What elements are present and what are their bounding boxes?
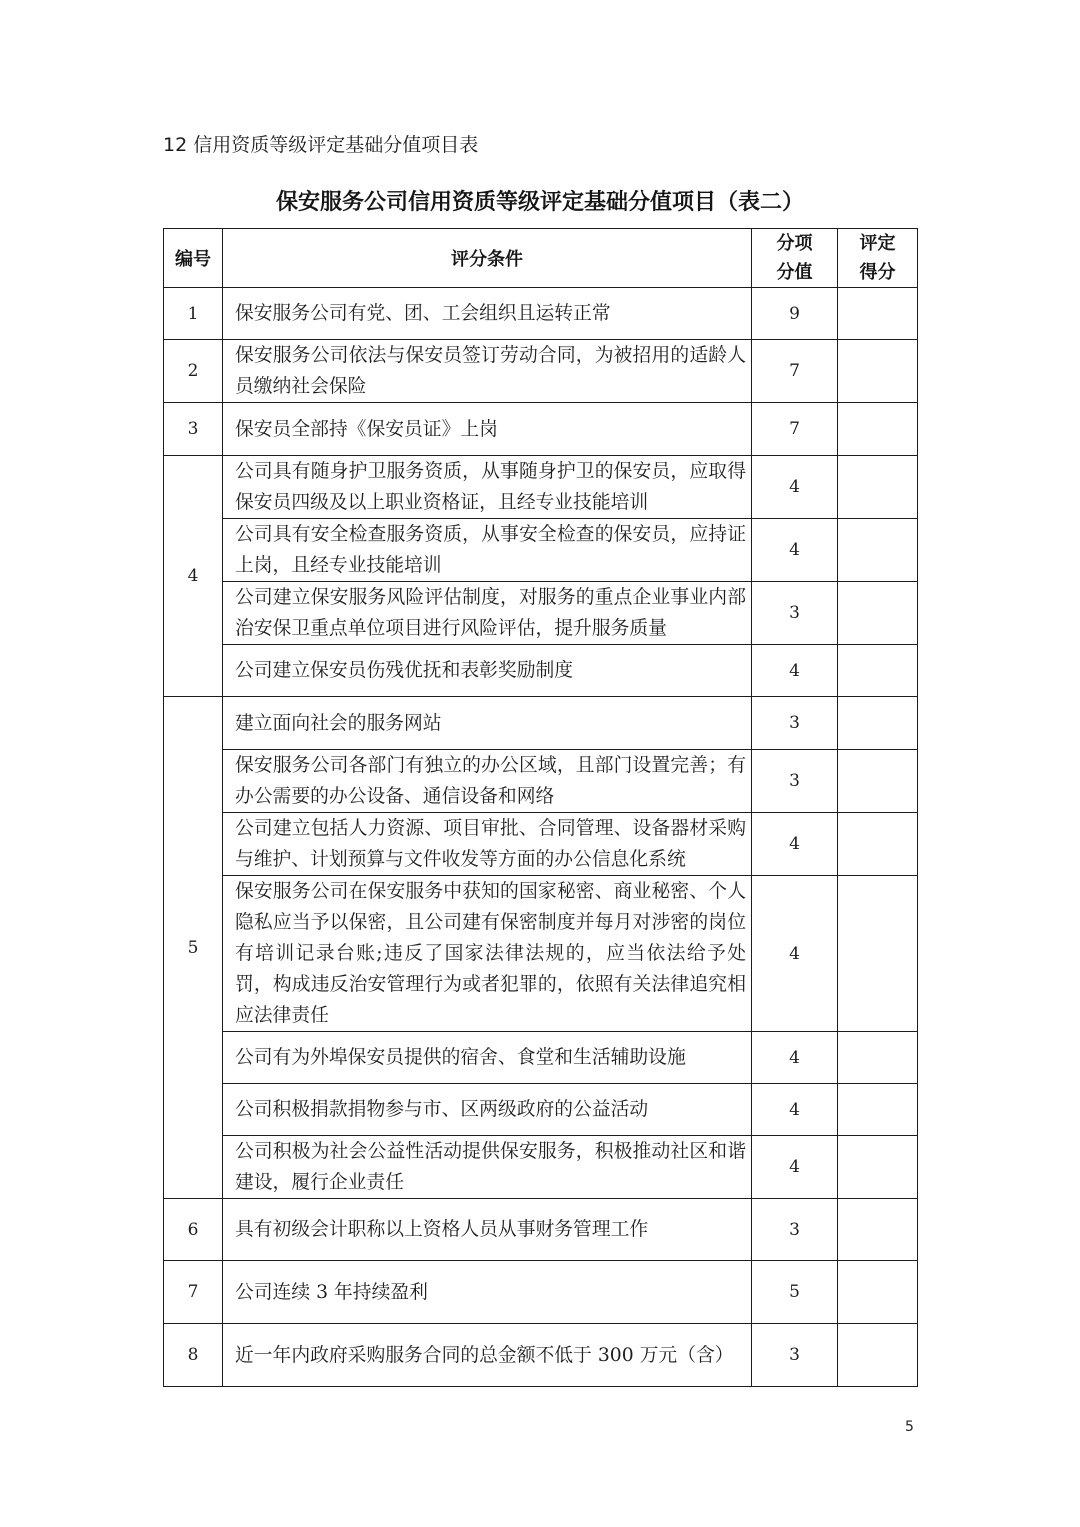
table-row (164, 519, 918, 582)
table-row (164, 1261, 918, 1324)
table-header-row (164, 229, 918, 288)
table-row (164, 456, 918, 519)
item-number: 6 (164, 1199, 223, 1261)
item-rating (838, 456, 918, 519)
header-score-line1: 分项 (776, 233, 813, 254)
item-score: 4 (752, 519, 838, 582)
item-condition: 保安服务公司有党、团、工会组织且运转正常 (223, 288, 752, 340)
item-rating (838, 697, 918, 750)
item-rating (838, 288, 918, 340)
section-heading: 12 信用资质等级评定基础分值项目表 (163, 134, 479, 156)
item-score: 7 (752, 340, 838, 403)
item-condition: 公司有为外埠保安员提供的宿舍、食堂和生活辅助设施 (223, 1032, 752, 1084)
table-row (164, 1324, 918, 1387)
item-condition: 具有初级会计职称以上资格人员从事财务管理工作 (223, 1199, 752, 1261)
item-number: 1 (164, 288, 223, 340)
item-rating (838, 1032, 918, 1084)
item-condition: 保安服务公司在保安服务中获知的国家秘密、商业秘密、个人隐私应当予以保密，且公司建有保密制度并每月对涉密的岗位有培训记录台账;违反了国家法律法规的，应当依法给予处罚，构成违反治安管理行为或者犯罪的，依照有关法律追究相应法律责任 (223, 876, 752, 1032)
header-condition: 评分条件 (223, 229, 752, 288)
item-condition: 公司建立包括人力资源、项目审批、合同管理、设备器材采购与维护、计划预算与文件收发等方面的办公信息化系统 (223, 813, 752, 876)
item-score: 4 (752, 813, 838, 876)
header-score-line2: 分值 (776, 262, 813, 283)
table-row (164, 750, 918, 813)
item-score: 4 (752, 876, 838, 1032)
item-score: 4 (752, 1084, 838, 1136)
table-row (164, 1032, 918, 1084)
item-rating (838, 1084, 918, 1136)
header-rating (838, 229, 918, 288)
item-condition: 公司积极为社会公益性活动提供保安服务，积极推动社区和谐建设，履行企业责任 (223, 1136, 752, 1199)
item-rating (838, 403, 918, 456)
item-condition: 近一年内政府采购服务合同的总金额不低于 300 万元（含） (223, 1324, 752, 1387)
item-number: 2 (164, 340, 223, 403)
item-condition: 公司具有安全检查服务资质，从事安全检查的保安员，应持证上岗，且经专业技能培训 (223, 519, 752, 582)
item-condition: 公司具有随身护卫服务资质，从事随身护卫的保安员，应取得保安员四级及以上职业资格证，且经专业技能培训 (223, 456, 752, 519)
header-number: 编号 (164, 229, 223, 288)
score-table (163, 228, 918, 1387)
item-rating (838, 1136, 918, 1199)
item-rating (838, 813, 918, 876)
item-score: 3 (752, 1324, 838, 1387)
table-row (164, 340, 918, 403)
item-condition: 保安服务公司各部门有独立的办公区域，且部门设置完善；有办公需要的办公设备、通信设备和网络 (223, 750, 752, 813)
table-row (164, 697, 918, 750)
item-condition: 公司建立保安员伤残优抚和表彰奖励制度 (223, 645, 752, 697)
item-score: 3 (752, 582, 838, 645)
item-number: 8 (164, 1324, 223, 1387)
item-condition: 建立面向社会的服务网站 (223, 697, 752, 750)
item-rating (838, 1261, 918, 1324)
table-row (164, 1199, 918, 1261)
table-row (164, 288, 918, 340)
item-rating (838, 519, 918, 582)
item-number: 3 (164, 403, 223, 456)
table-row (164, 876, 918, 1032)
item-score: 3 (752, 1199, 838, 1261)
header-rating-line2: 得分 (859, 262, 896, 283)
table-row (164, 403, 918, 456)
item-rating (838, 1199, 918, 1261)
table-row (164, 645, 918, 697)
table-row (164, 582, 918, 645)
item-condition: 公司建立保安服务风险评估制度，对服务的重点企业事业内部治安保卫重点单位项目进行风险评估，提升服务质量 (223, 582, 752, 645)
item-score: 4 (752, 1032, 838, 1084)
item-number: 7 (164, 1261, 223, 1324)
item-score: 7 (752, 403, 838, 456)
item-score: 3 (752, 750, 838, 813)
item-condition: 公司积极捐款捐物参与市、区两级政府的公益活动 (223, 1084, 752, 1136)
item-rating (838, 645, 918, 697)
item-rating (838, 582, 918, 645)
item-condition: 保安员全部持《保安员证》上岗 (223, 403, 752, 456)
item-score: 9 (752, 288, 838, 340)
item-rating (838, 876, 918, 1032)
header-score (752, 229, 838, 288)
header-rating-line1: 评定 (859, 233, 896, 254)
item-number: 4 (164, 456, 223, 697)
item-number: 5 (164, 697, 223, 1199)
page-number: 5 (905, 1419, 914, 1435)
table-row (164, 813, 918, 876)
item-score: 4 (752, 456, 838, 519)
item-rating (838, 1324, 918, 1387)
item-condition: 公司连续 3 年持续盈利 (223, 1261, 752, 1324)
item-score: 4 (752, 645, 838, 697)
table-row (164, 1136, 918, 1199)
item-score: 5 (752, 1261, 838, 1324)
item-condition: 保安服务公司依法与保安员签订劳动合同，为被招用的适龄人员缴纳社会保险 (223, 340, 752, 403)
item-rating (838, 750, 918, 813)
item-score: 3 (752, 697, 838, 750)
item-score: 4 (752, 1136, 838, 1199)
table-row (164, 1084, 918, 1136)
table-title: 保安服务公司信用资质等级评定基础分值项目（表二） (275, 190, 804, 215)
item-rating (838, 340, 918, 403)
